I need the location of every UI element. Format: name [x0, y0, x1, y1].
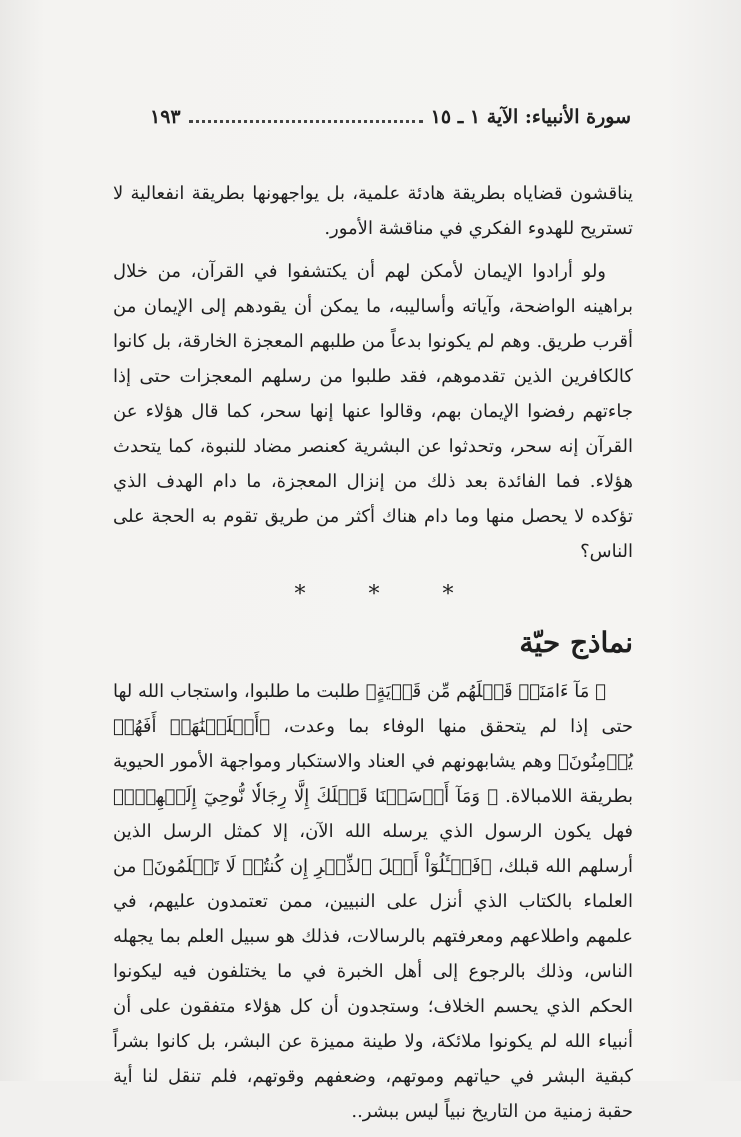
running-header [150, 100, 631, 134]
section-title: نماذج حيّة [519, 626, 633, 659]
paragraph-continuation: يناقشون قضاياه بطريقة هادئة علمية، بل يواجهونها بطريقة انفعالية لا تستريح للهدوء الفكري في مناقشة الأمور. [113, 183, 633, 239]
header-title: سورة الأنبياء: الآية ١ ـ ١٥ [430, 106, 631, 128]
header-dot-leader [189, 120, 423, 123]
page-body [113, 176, 633, 1137]
page-number: ١٩٣ [150, 106, 181, 128]
paragraph-examples: ﴿ مَآ ءَامَنَتۡ قَبۡلَهُم مِّن قَرۡيَةٍ﴾ طلبت ما طلبوا، واستجاب الله لها حتى إذا لم يتحقق منها الوفاء بما وعدت، ﴿أَهۡلَكۡنَٰهَآۖ أَفَهُمۡ يُؤۡمِنُونَ﴾ وهم يشابهونهم في العناد والاستكبار ومواجهة الأمور الحيوية بطريقة اللامبالاة. ﴿ وَمَآ أَرۡسَلۡنَا قَبۡلَكَ إِلَّا رِجَالٗا نُّوحِيٓ إِلَيۡهِمۡۖ﴾ فهل يكون الرسول الذي يرسله الله الآن، إلا كمثل الرسل الذين أرسلهم الله قبلك، ﴿فَسۡـَٔلُوٓاْ أَهۡلَ ٱلذِّكۡرِ إِن كُنتُمۡ لَا تَعۡلَمُونَ﴾ من العلماء بالكتاب الذي أنزل على النبيين، ممن تعتمدون عليهم، في علمهم واطلاعهم ومعرفتهم بالرسالات، فذلك هو سبيل العلم بما يجهله الناس، وذلك بالرجوع إلى أهل الخبرة في ما يختلفون فيه ليكونوا الحكم الذي يحسم الخلاف؛ وستجدون أن كل هؤلاء متفقون على أن أنبياء الله لم يكونوا ملائكة، ولا طينة مميزة عن البشر، بل كانوا بشراً كبقية البشر في حياتهم وموتهم، وضعفهم وقوتهم، فلم تنقل لنا أية حقبة زمنية من التاريخ نبياً ليس ببشر.. [113, 681, 633, 1122]
paragraph-faith: ولو أرادوا الإيمان لأمكن لهم أن يكتشفوا في القرآن، من خلال براهينه الواضحة، وآياته وأساليبه، ما يمكن أن يقودهم إلى الإيمان من أقرب طريق. وهم لم يكونوا بدعاً من طلبهم المعجزة الخارقة، بل كانوا كالكافرين الذين تقدموهم، فقد طلبوا من رسلهم المعجزات حتى إذا جاءتهم رفضوا الإيمان بهم، وقالوا عنها إنها سحر، كما قال هؤلاء عن القرآن إنه سحر، وتحدثوا عن البشرية كعنصر مضاد للنبوة، كما يتحدث هؤلاء. فما الفائدة بعد ذلك من إنزال المعجزة، ما دام الهدف الذي تؤكده لا يحصل منها وما دام هناك أكثر من طريق تقوم به الحجة على الناس؟ [113, 261, 633, 562]
section-separator-stars: * * * [294, 582, 482, 607]
